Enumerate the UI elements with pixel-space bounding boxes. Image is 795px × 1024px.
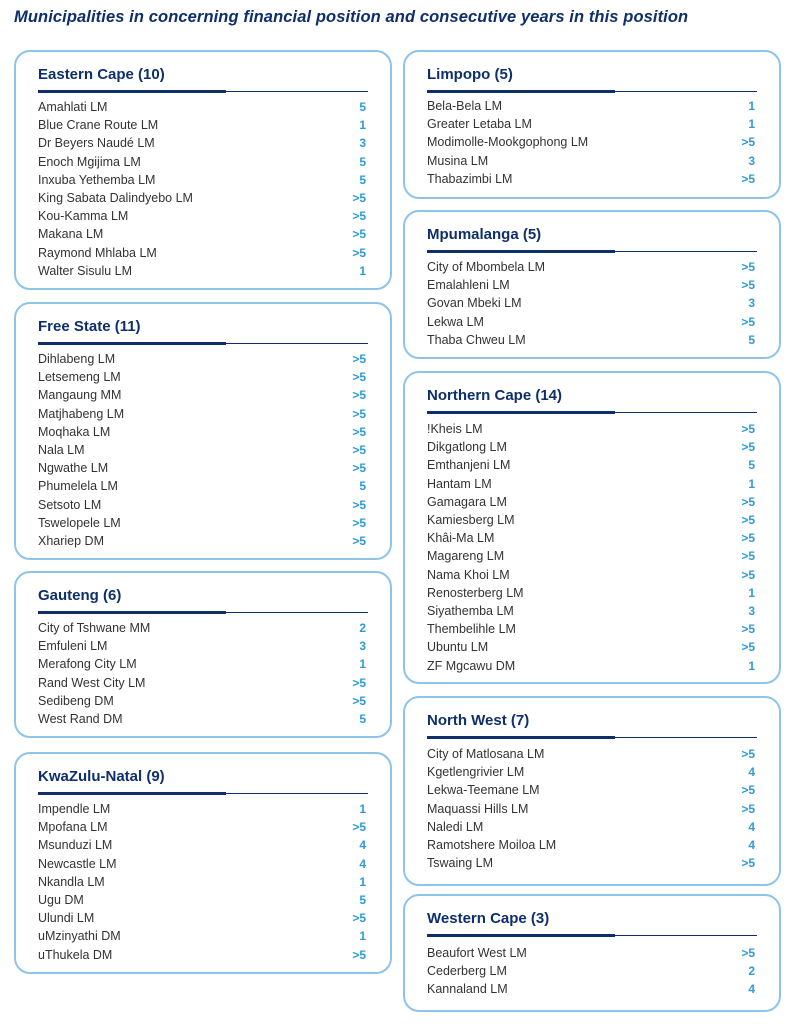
municipality-list	[427, 97, 755, 188]
municipality-name: Merafong City LM	[38, 657, 137, 672]
municipality-row	[427, 529, 755, 547]
municipality-row	[427, 547, 755, 565]
municipality-row	[427, 276, 755, 294]
consecutive-years-value: 1	[359, 929, 366, 944]
heading-underline	[427, 411, 757, 414]
municipality-name: Greater Letaba LM	[427, 117, 532, 132]
municipality-row	[427, 638, 755, 656]
consecutive-years-value: >5	[741, 278, 755, 293]
municipality-row	[38, 891, 366, 909]
municipality-name: !Kheis LM	[427, 422, 483, 437]
municipality-row	[38, 637, 366, 655]
municipality-name: Siyathemba LM	[427, 603, 514, 618]
consecutive-years-value: >5	[741, 622, 755, 637]
municipality-row	[38, 619, 366, 637]
consecutive-years-value: 1	[748, 585, 755, 600]
municipality-name: Nkandla LM	[38, 874, 105, 889]
municipality-row	[38, 477, 366, 495]
municipality-row	[427, 980, 755, 998]
consecutive-years-value: >5	[352, 191, 366, 206]
consecutive-years-value: 3	[359, 136, 366, 151]
province-card-limpopo	[403, 50, 781, 199]
consecutive-years-value: >5	[352, 209, 366, 224]
consecutive-years-value: 1	[359, 657, 366, 672]
municipality-row	[38, 225, 366, 243]
consecutive-years-value: >5	[352, 515, 366, 530]
municipality-name: Xhariep DM	[38, 533, 104, 548]
municipality-name: Dihlabeng LM	[38, 352, 116, 367]
municipality-name: Inxuba Yethemba LM	[38, 172, 156, 187]
province-card-mpumalanga	[403, 210, 781, 359]
municipality-row	[38, 818, 366, 836]
municipality-name: Emfuleni LM	[38, 639, 108, 654]
province-card-northern-cape	[403, 371, 781, 684]
municipality-row	[427, 763, 755, 781]
province-heading: Western Cape (3)	[427, 910, 550, 927]
consecutive-years-value: >5	[352, 352, 366, 367]
consecutive-years-value: 5	[359, 100, 366, 115]
municipality-row	[427, 800, 755, 818]
heading-underline	[427, 250, 757, 253]
municipality-row	[38, 532, 366, 550]
municipality-name: Magareng LM	[427, 549, 505, 564]
consecutive-years-value: >5	[741, 135, 755, 150]
consecutive-years-value: >5	[352, 820, 366, 835]
municipality-row	[38, 350, 366, 368]
municipality-row	[38, 710, 366, 728]
province-card-kwazulu-natal	[14, 752, 392, 974]
municipality-row	[427, 152, 755, 170]
province-card-free-state	[14, 302, 392, 560]
page-title: Municipalities in concerning financial position and consecutive years in this position	[14, 8, 689, 26]
consecutive-years-value: >5	[352, 424, 366, 439]
consecutive-years-value: >5	[741, 640, 755, 655]
municipality-row	[427, 493, 755, 511]
municipality-name: Emalahleni LM	[427, 278, 510, 293]
consecutive-years-value: 2	[359, 621, 366, 636]
consecutive-years-value: >5	[352, 245, 366, 260]
municipality-name: uMzinyathi DM	[38, 929, 121, 944]
heading-underline	[427, 736, 757, 739]
municipality-row	[427, 258, 755, 276]
municipality-row	[427, 475, 755, 493]
province-card-north-west	[403, 696, 781, 886]
municipality-name: Dr Beyers Naudé LM	[38, 136, 155, 151]
consecutive-years-value: 5	[359, 479, 366, 494]
consecutive-years-value: >5	[741, 531, 755, 546]
municipality-name: Blue Crane Route LM	[38, 118, 159, 133]
consecutive-years-value: 2	[748, 964, 755, 979]
municipality-name: King Sabata Dalindyebo LM	[38, 191, 193, 206]
municipality-row	[38, 423, 366, 441]
municipality-row	[38, 836, 366, 854]
consecutive-years-value: >5	[741, 494, 755, 509]
consecutive-years-value: 1	[748, 117, 755, 132]
municipality-name: Ramotshere Moiloa LM	[427, 838, 557, 853]
municipality-name: Setsoto LM	[38, 497, 102, 512]
municipality-row	[38, 927, 366, 945]
municipality-row	[427, 962, 755, 980]
consecutive-years-value: >5	[352, 911, 366, 926]
consecutive-years-value: >5	[352, 947, 366, 962]
municipality-row	[427, 456, 755, 474]
municipality-row	[38, 946, 366, 964]
municipality-row	[427, 420, 755, 438]
municipality-row	[38, 98, 366, 116]
municipality-list	[427, 944, 755, 999]
consecutive-years-value: >5	[352, 693, 366, 708]
consecutive-years-value: >5	[352, 406, 366, 421]
province-heading: Free State (11)	[38, 318, 141, 335]
consecutive-years-value: 5	[748, 458, 755, 473]
municipality-name: Musina LM	[427, 153, 489, 168]
consecutive-years-value: 4	[748, 982, 755, 997]
consecutive-years-value: 1	[748, 99, 755, 114]
municipality-name: Lekwa LM	[427, 314, 484, 329]
province-heading: Gauteng (6)	[38, 587, 122, 604]
municipality-name: Govan Mbeki LM	[427, 296, 522, 311]
municipality-name: Khâi-Ma LM	[427, 531, 495, 546]
consecutive-years-value: 5	[359, 893, 366, 908]
consecutive-years-value: >5	[741, 567, 755, 582]
municipality-list	[427, 420, 755, 675]
municipality-name: Kou-Kamma LM	[38, 209, 129, 224]
municipality-name: Mpofana LM	[38, 820, 108, 835]
province-heading: Mpumalanga (5)	[427, 226, 542, 243]
municipality-row	[38, 496, 366, 514]
consecutive-years-value: >5	[741, 801, 755, 816]
consecutive-years-value: 5	[359, 154, 366, 169]
municipality-name: Tswelopele LM	[38, 515, 121, 530]
heading-underline	[38, 342, 368, 345]
municipality-name: Modimolle-Mookgophong LM	[427, 135, 589, 150]
municipality-name: Beaufort West LM	[427, 946, 527, 961]
municipality-row	[427, 294, 755, 312]
consecutive-years-value: >5	[741, 783, 755, 798]
consecutive-years-value: 1	[748, 658, 755, 673]
province-card-western-cape	[403, 894, 781, 1012]
province-heading: Northern Cape (14)	[427, 387, 563, 404]
consecutive-years-value: 4	[359, 856, 366, 871]
consecutive-years-value: 3	[748, 296, 755, 311]
municipality-row	[38, 855, 366, 873]
municipality-name: Gamagara LM	[427, 494, 507, 509]
municipality-row	[38, 800, 366, 818]
municipality-row	[38, 873, 366, 891]
municipality-name: Raymond Mhlaba LM	[38, 245, 157, 260]
municipality-name: Amahlati LM	[38, 100, 108, 115]
municipality-name: Impendle LM	[38, 802, 111, 817]
municipality-row	[427, 115, 755, 133]
municipality-row	[427, 97, 755, 115]
municipality-row	[427, 854, 755, 872]
municipality-list	[38, 619, 366, 728]
municipality-name: uThukela DM	[38, 947, 113, 962]
municipality-row	[38, 262, 366, 280]
municipality-row	[427, 170, 755, 188]
consecutive-years-value: 1	[359, 802, 366, 817]
municipality-name: Ubuntu LM	[427, 640, 489, 655]
municipality-name: Ulundi LM	[38, 911, 95, 926]
municipality-name: Phumelela LM	[38, 479, 118, 494]
municipality-row	[38, 244, 366, 262]
municipality-row	[427, 511, 755, 529]
municipality-name: Mangaung MM	[38, 388, 122, 403]
municipality-name: West Rand DM	[38, 712, 123, 727]
consecutive-years-value: >5	[741, 440, 755, 455]
consecutive-years-value: 5	[359, 712, 366, 727]
municipality-name: Hantam LM	[427, 476, 492, 491]
municipality-name: Ngwathe LM	[38, 461, 109, 476]
municipality-row	[38, 655, 366, 673]
municipality-name: Matjhabeng LM	[38, 406, 125, 421]
municipality-name: Ugu DM	[38, 893, 84, 908]
municipality-row	[427, 781, 755, 799]
municipality-row	[38, 386, 366, 404]
consecutive-years-value: 3	[748, 603, 755, 618]
consecutive-years-value: 3	[359, 639, 366, 654]
municipality-name: City of Matlosana LM	[427, 747, 545, 762]
municipality-row	[427, 438, 755, 456]
municipality-name: Walter Sisulu LM	[38, 263, 133, 278]
municipality-list	[38, 800, 366, 964]
heading-underline	[38, 792, 368, 795]
municipality-name: Dikgatlong LM	[427, 440, 507, 455]
municipality-row	[427, 745, 755, 763]
consecutive-years-value: >5	[741, 549, 755, 564]
municipality-name: Sedibeng DM	[38, 693, 114, 708]
municipality-list	[427, 258, 755, 349]
consecutive-years-value: >5	[352, 533, 366, 548]
consecutive-years-value: >5	[352, 227, 366, 242]
heading-underline	[427, 934, 757, 937]
consecutive-years-value: 4	[748, 765, 755, 780]
consecutive-years-value: 1	[359, 118, 366, 133]
municipality-name: Bela-Bela LM	[427, 99, 503, 114]
municipality-row	[38, 692, 366, 710]
consecutive-years-value: >5	[741, 513, 755, 528]
municipality-row	[38, 459, 366, 477]
municipality-name: Nama Khoi LM	[427, 567, 510, 582]
province-card-gauteng	[14, 571, 392, 738]
province-heading: Eastern Cape (10)	[38, 66, 165, 83]
consecutive-years-value: >5	[741, 747, 755, 762]
municipality-name: ZF Mgcawu DM	[427, 658, 516, 673]
heading-underline	[427, 90, 757, 93]
municipality-name: Kannaland LM	[427, 982, 508, 997]
municipality-row	[38, 368, 366, 386]
municipality-row	[427, 602, 755, 620]
municipality-name: Emthanjeni LM	[427, 458, 511, 473]
municipality-row	[427, 836, 755, 854]
heading-underline	[38, 611, 368, 614]
consecutive-years-value: >5	[352, 443, 366, 458]
municipality-name: Cederberg LM	[427, 964, 507, 979]
consecutive-years-value: 1	[359, 263, 366, 278]
municipality-name: Lekwa-Teemane LM	[427, 783, 540, 798]
municipality-row	[38, 909, 366, 927]
municipality-name: Thabazimbi LM	[427, 171, 513, 186]
municipality-name: Rand West City LM	[38, 675, 146, 690]
municipality-row	[38, 189, 366, 207]
consecutive-years-value: >5	[741, 422, 755, 437]
consecutive-years-value: 5	[359, 172, 366, 187]
municipality-name: Tswaing LM	[427, 856, 493, 871]
consecutive-years-value: >5	[741, 314, 755, 329]
province-card-eastern-cape	[14, 50, 392, 290]
consecutive-years-value: 5	[748, 332, 755, 347]
municipality-row	[427, 656, 755, 674]
consecutive-years-value: >5	[352, 497, 366, 512]
consecutive-years-value: 3	[748, 153, 755, 168]
municipality-name: Moqhaka LM	[38, 424, 111, 439]
municipality-name: Maquassi Hills LM	[427, 801, 529, 816]
municipality-row	[38, 153, 366, 171]
consecutive-years-value: >5	[352, 370, 366, 385]
municipality-row	[427, 944, 755, 962]
consecutive-years-value: 4	[359, 838, 366, 853]
municipality-row	[38, 441, 366, 459]
consecutive-years-value: >5	[352, 675, 366, 690]
municipality-name: Newcastle LM	[38, 856, 117, 871]
consecutive-years-value: >5	[352, 388, 366, 403]
municipality-row	[427, 331, 755, 349]
municipality-row	[427, 584, 755, 602]
consecutive-years-value: >5	[352, 461, 366, 476]
municipality-list	[38, 98, 366, 280]
consecutive-years-value: >5	[741, 946, 755, 961]
consecutive-years-value: 4	[748, 819, 755, 834]
municipality-row	[38, 405, 366, 423]
municipality-row	[427, 313, 755, 331]
heading-underline	[38, 90, 368, 93]
municipality-name: Kamiesberg LM	[427, 513, 515, 528]
municipality-row	[427, 818, 755, 836]
municipality-name: City of Tshwane MM	[38, 621, 151, 636]
municipality-row	[38, 514, 366, 532]
municipality-row	[38, 171, 366, 189]
municipality-list	[427, 745, 755, 872]
municipality-row	[38, 116, 366, 134]
consecutive-years-value: >5	[741, 171, 755, 186]
consecutive-years-value: >5	[741, 856, 755, 871]
municipality-row	[427, 620, 755, 638]
municipality-name: Kgetlengrivier LM	[427, 765, 525, 780]
consecutive-years-value: 1	[359, 874, 366, 889]
consecutive-years-value: 4	[748, 838, 755, 853]
municipality-name: Renosterberg LM	[427, 585, 524, 600]
municipality-name: Thembelihle LM	[427, 622, 516, 637]
consecutive-years-value: >5	[741, 260, 755, 275]
municipality-name: Enoch Mgijima LM	[38, 154, 141, 169]
municipality-row	[38, 207, 366, 225]
municipality-row	[427, 133, 755, 151]
province-heading: North West (7)	[427, 712, 530, 729]
province-heading: Limpopo (5)	[427, 66, 513, 83]
municipality-row	[38, 134, 366, 152]
municipality-list	[38, 350, 366, 550]
municipality-row	[38, 674, 366, 692]
municipality-name: City of Mbombela LM	[427, 260, 546, 275]
municipality-name: Nala LM	[38, 443, 85, 458]
consecutive-years-value: 1	[748, 476, 755, 491]
municipality-name: Makana LM	[38, 227, 104, 242]
municipality-name: Msunduzi LM	[38, 838, 113, 853]
municipality-name: Naledi LM	[427, 819, 484, 834]
municipality-row	[427, 566, 755, 584]
municipality-name: Letsemeng LM	[38, 370, 121, 385]
province-heading: KwaZulu-Natal (9)	[38, 768, 165, 785]
municipality-name: Thaba Chweu LM	[427, 332, 526, 347]
